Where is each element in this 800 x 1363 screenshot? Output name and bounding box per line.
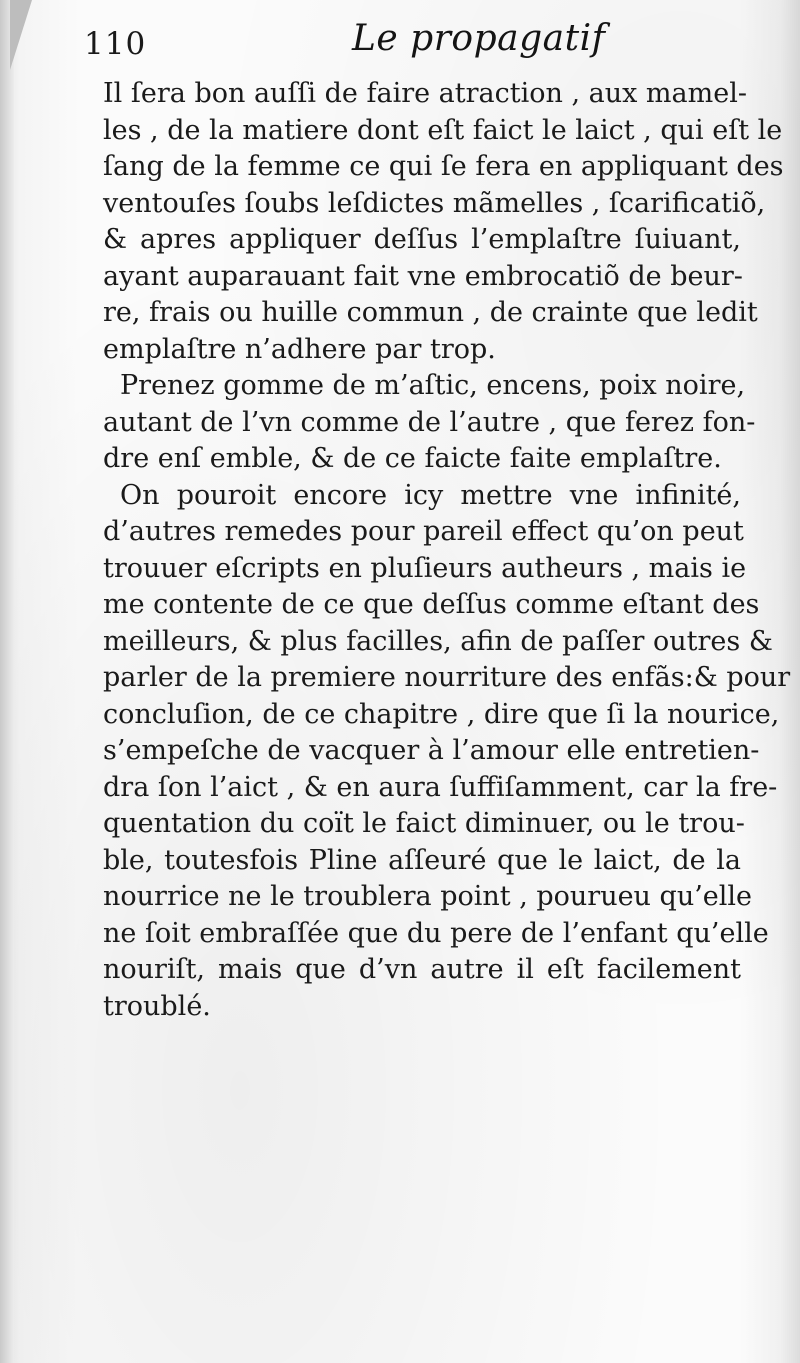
text-line: meilleurs, & plus facilles, afin de paſſer outres & xyxy=(103,625,773,657)
text-line: ne ſoit embraſſée que du pere de l’enfant qu’elle xyxy=(103,917,769,949)
text-line: & apres appliquer deſſus l’emplaſtre ſuiuant, xyxy=(103,224,741,255)
text-line: re, frais ou huille commun , de crainte que ledit xyxy=(103,297,758,328)
text-line: s’empeſche de vacquer à l’amour elle entretien- xyxy=(103,735,760,766)
text-line: quentation du coït le faict diminuer, ou le trou- xyxy=(103,808,745,839)
text-line: troublé. xyxy=(103,990,211,1022)
running-title: Le propagatif xyxy=(352,18,606,59)
text-line: concluſion, de ce chapitre , dire que ſi la nourice, xyxy=(103,698,780,730)
text-line: dre enſ emble, & de ce faicte faite emplaſtre. xyxy=(103,443,722,474)
page-gutter-shadow xyxy=(0,0,14,1363)
text-line: ventouſes ſoubs leſdictes mãmelles , ſcarificatiõ, xyxy=(103,187,766,219)
text-line: nourrice ne le troublera point , pourueu qu’elle xyxy=(103,881,753,912)
page-header xyxy=(0,16,800,76)
text-line: nouriſt, mais que d’vn autre il eſt facilement xyxy=(103,954,741,985)
text-line: Prenez gomme de m’aſtic, encens, poix noire, xyxy=(120,370,746,401)
text-line: parler de la premiere nourriture des enfãs:& pour xyxy=(103,662,791,693)
text-line: me contente de ce que deſſus comme eſtant des xyxy=(103,589,760,620)
page-number: 110 xyxy=(84,26,147,62)
text-line: ſang de la femme ce qui ſe fera en appliquant des xyxy=(103,151,784,182)
paragraph xyxy=(103,76,784,368)
text-line: les , de la matiere dont eſt faict le laict , qui eſt le xyxy=(103,114,783,146)
paragraph xyxy=(103,478,791,1026)
text-line: autant de l’vn comme de l’autre , que ferez fon- xyxy=(103,406,756,438)
text-line: On pouroit encore icy mettre vne infinité, xyxy=(120,479,741,511)
text-line: trouuer eſcripts en pluſieurs autheurs , mais ie xyxy=(103,552,747,584)
text-body xyxy=(103,76,791,1025)
text-line: Il ſera bon auſſi de faire atraction , aux mamel- xyxy=(103,78,747,109)
text-line: dra ſon l’aict , & en aura ſuffiſamment, car la fre- xyxy=(103,771,778,803)
text-line: emplaſtre n’adhere par trop. xyxy=(103,333,496,365)
text-line: ayant auparauant fait vne embrocatiõ de beur- xyxy=(103,260,743,292)
paragraph xyxy=(103,368,756,478)
text-line: d’autres remedes pour pareil effect qu’on peut xyxy=(103,516,744,547)
text-line: ble, toutesfois Pline aſſeuré que le laict, de la xyxy=(103,844,741,876)
